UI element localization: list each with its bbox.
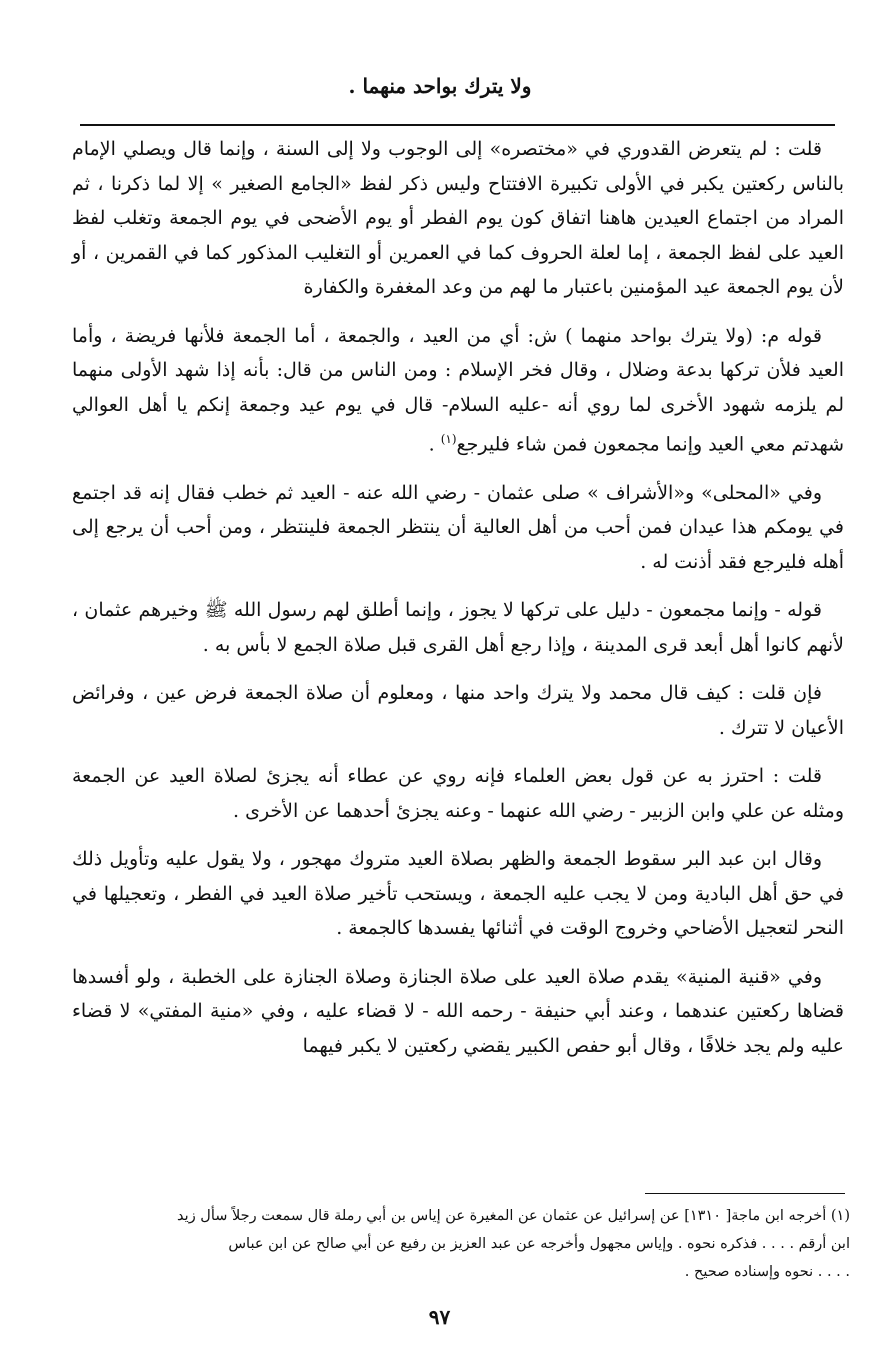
header-divider: [80, 124, 835, 126]
paragraph-5: فإن قلت : كيف قال محمد ولا يترك واحد منها ، ومعلوم أن صلاة الجمعة فرض عين ، وفرائض الأعيان لا تترك .: [72, 682, 844, 739]
paragraph-2: [72, 319, 844, 462]
footnote-line-1: (١) أخرجه ابن ماجة[ ١٣١٠] عن إسرائيل عن عثمان عن المغيرة عن إياس بن أبي رملة قال سمعت رجلاً سأل زيد: [177, 1208, 850, 1224]
main-text: [72, 132, 844, 1077]
footnote: [80, 1202, 850, 1286]
paragraph-8: وفي «قنية المنية» يقدم صلاة العيد على صلاة الجنازة وصلاة الجنازة على الخطبة ، ولو أفسدها قضاها ركعتين عندهما ، وعند أبي حنيفة - رحمه الله - لا قضاء عليه ، وفي «منية المفتي» لا قضاء عليه ولم يجد خلافًا ، وقال أبو حفص الكبير يقضي ركعتين لا يكبر فيهما: [72, 965, 844, 1057]
footnote-line-2: ابن أرقم . . . . فذكره نحوه . وإياس مجهول وأخرجه عن عبد العزيز بن رفيع عن أبي صالح عن ابن عباس: [228, 1236, 850, 1252]
footnote-line-3: . . . . نحوه وإسناده صحيح .: [684, 1264, 850, 1280]
paragraph-2-text: قوله م: (ولا يترك بواحد منهما ) ش: أي من العيد ، والجمعة ، أما الجمعة فلأنها فريضة ، وأما العيد فلأن تركها بدعة وضلال ، وقال فخر الإسلام : ومن الناس من قال: بأنه إذا شهد الأولى منهما لم يلزمه شهود الأخرى لما روي أنه -عليه السلام- قال في يوم عيد وجمعة إنكم يا أهل العوالي شهدتم معي العيد وإنما مجمعون فمن شاء فليرجع: [72, 324, 844, 456]
footnote-divider: [645, 1193, 845, 1194]
page-number: ٩٧: [428, 1305, 451, 1329]
paragraph-7: وقال ابن عبد البر سقوط الجمعة والظهر بصلاة العيد متروك مهجور ، ولا يقول عليه وتأويل ذلك في حق أهل البادية ومن لا يجب عليه الجمعة ، ويستحب تأخير صلاة العيد في الفطر ، وتعجيلها في النحر لتعجيل الأضاحي وخروج الوقت في أثنائها يفسدها كالجمعة .: [72, 848, 844, 940]
running-header: ولا يترك بواحد منهما .: [348, 74, 532, 98]
paragraph-6: قلت : احترز به عن قول بعض العلماء فإنه روي عن عطاء أنه يجزئ لصلاة العيد عن الجمعة ومثله عن علي وابن الزبير - رضي الله عنهما - وعنه يجزئ أحدهما عن الأخرى .: [72, 765, 844, 822]
paragraph-4: قوله - وإنما مجمعون - دليل على تركها لا يجوز ، وإنما أطلق لهم رسول الله ﷺ وخيرهم عثمان ، لأنهم كانوا أهل أبعد قرى المدينة ، وإذا رجع أهل القرى قبل صلاة الجمع لا بأس به .: [72, 599, 844, 656]
paragraph-3: وفي «المحلى» و«الأشراف » صلى عثمان - رضي الله عنه - العيد ثم خطب فقال إنه قد اجتمع في يومكم هذا عيدان فمن أحب من أهل العالية أن ينتظر الجمعة فلينتظر ، ومن أحب أن يرجع إلى أهله فليرجع فقد أذنت له .: [72, 481, 844, 573]
paragraph-2-tail: .: [428, 433, 441, 456]
footnote-marker: (١): [440, 432, 457, 446]
paragraph-1: قلت : لم يتعرض القدوري في «مختصره» إلى الوجوب ولا إلى السنة ، وإنما قال ويصلي الإمام بالناس ركعتين يكبر في الأولى تكبيرة الافتتاح وليس ذكر لفظ «الجامع الصغير » إلا لما ذكرنا ، ثم المراد من اجتماع العيدين هاهنا اتفاق كون يوم الفطر أو يوم الأضحى في يوم الجمعة وتغلب لفظ العيد على لفظ الجمعة ، إما لعلة الحروف كما في العمرين أو التغليب المذكور كما في القمرين ، أو لأن يوم الجمعة عيد المؤمنين باعتبار ما لهم من وعد المغفرة والكفارة: [72, 138, 844, 298]
